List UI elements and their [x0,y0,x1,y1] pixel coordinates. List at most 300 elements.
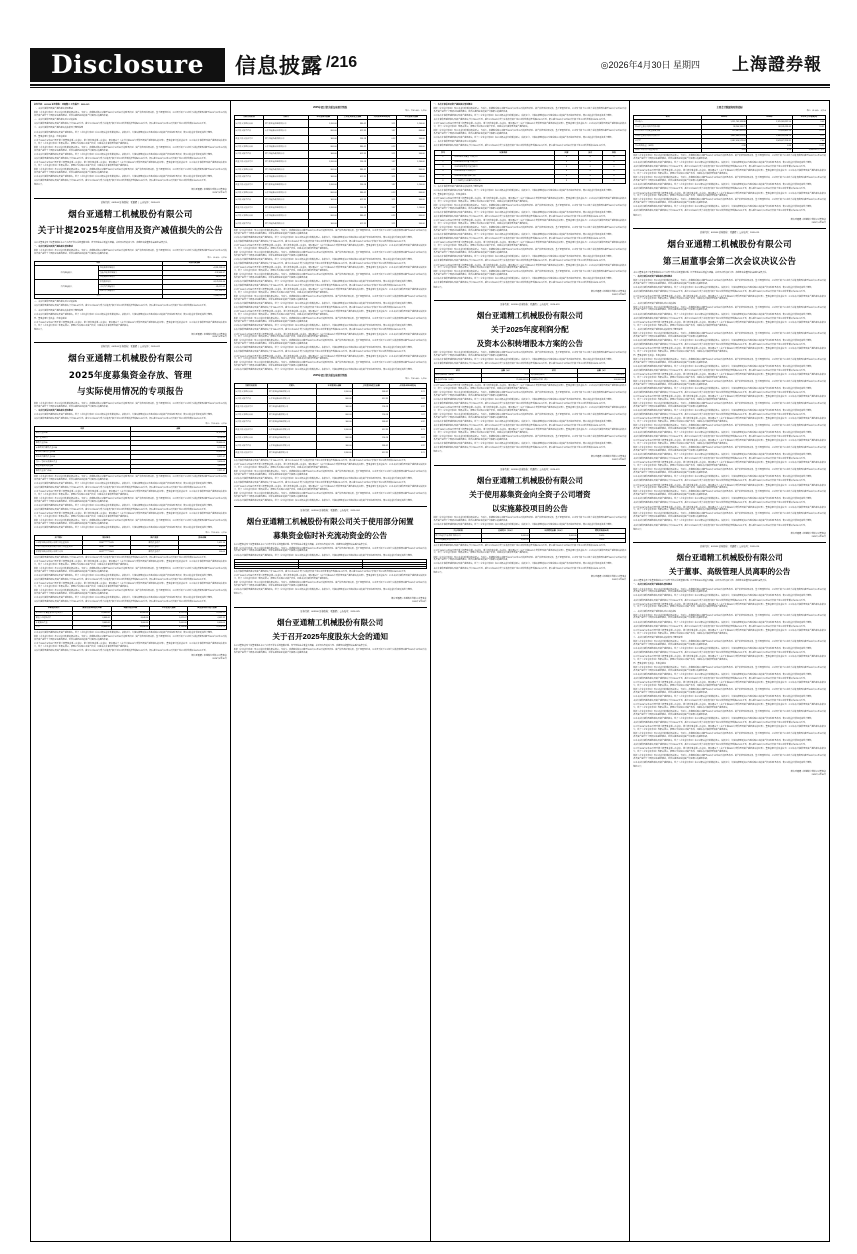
idle-p21: 根据《企业会计准则》及公司会计政策的相关规定，为真实、准确地反映公司截至2025年12月31日的财务状况、资产价值及经营成果，基于谨慎性原则，公司及下属子公司对合并报表范围内截至2025年12月31日的各类资产进行了全面清查和减值测试，对存在减值迹象的资产计提相应的减值准备。 [633,711,826,716]
rt2-r0c4: 3.21 [389,388,426,396]
divider-col2 [234,506,427,507]
exec-r2c1 [298,566,362,568]
para-2: 根据《企业会计准则》及公司会计政策的相关规定，为真实、准确地反映公司截至2025年12月31日的财务状况、资产价值及经营成果，基于谨慎性原则，公司及下属子公司对合并报表范围内截至2025年12月31日的各类资产进行了全面清查和减值测试，对存在减值迹象的资产计提相应的减值准备。 [34,112,227,118]
table-row [35,625,227,630]
table-row [234,419,426,427]
code-line-impairment: 证券代码：603160 证券简称：亚通精工 公告编号：2026-021 [100,201,161,204]
proj-r2c4: 6,000.00 [188,620,226,625]
impairment-r6c0: 合计 [35,294,163,299]
mf-th-0: 项目 [634,115,702,120]
subinv-p3: 本次计提信用减值损失及资产减值损失合计799.07万元，减少公司2025年度合并报表归属于母公司所有者的净利润679.21万元，相应减少2025年12月31日归属于母公司所有者权益679.21万元。 [433,545,608,548]
rt2-r5c4: 3.21 [389,427,426,435]
idle-p27: 本次计提信用减值损失及资产减值损失合计799.07万元，减少公司2025年度合并报表归属于母公司所有者的净利润679.21万元，相应减少2025年12月31日归属于母公司所有者权益679.21万元。 [633,744,807,747]
table-row [434,378,626,383]
rt-th-1: 关联人 [264,115,309,120]
pd-r1c1: 25,000,000.00 [482,378,530,383]
subinv-p1: 根据《企业会计准则》及公司会计政策的相关规定，为真实、准确地反映公司截至2025年12月31日的财务状况、资产价值及经营成果，基于谨慎性原则，公司及下属子公司对合并报表范围内截至2025年12月31日的各类资产进行了全面清查和减值测试，对存在减值迹象的资产计提相应的减值准备。 [433,516,627,522]
mf-r1c1: 98,240,316.72 [702,125,747,130]
masthead-rule [30,84,830,86]
impairment-th-1: 本期计提金额 [162,261,226,266]
exec-p1: 根据《企业会计准则》及公司会计政策的相关规定，为真实、准确地反映公司截至2025年12月31日的财务状况、资产价值及经营成果，基于谨慎性原则，公司及下属子公司对合并报表范围内截至2025年12月31日的各类资产进行了全面清查和减值测试，对存在减值迹象的资产计提相应的减值准备。 [233,547,427,553]
exec-p3: 本次计提信用减值损失及资产减值损失合计799.07万元，减少公司2025年度合并报表归属于母公司所有者的净利润679.21万元，相应减少2025年12月31日归属于母公司所有者权益679.21万元。 [233,571,408,574]
board-p10: 公司本次计提信用减值损失及资产减值损失，符合《企业会计准则》和公司相关会计政策的规定，依据充分，计提后能够更加公允地反映公司的资产状况和财务状况，使公司的会计信息更具有合理性。 [633,339,814,342]
rt2-r8c4: 3.21 [389,450,426,458]
rt2-r1c3: 612.35 [353,396,390,404]
rt-r2c3: 256.18 [338,135,367,143]
board-p24: 公司于2026年4月28日召开第三届董事会第二次会议、第三届监事会第二次会议，审议通过了《关于计提2025年度信用及资产减值损失的议案》。董事会审计委员会认为：公司本次计提信用及资产减值损失依据充分，符合《企业会计准则》等相关规定，能够公允反映公司资产状况，同意本次计提信用及资产减值损失。 [633,418,826,424]
table-row [234,120,426,128]
c2-p7: 本次计提信用减值损失及资产减值损失合计799.07万元，减少公司2025年度合并报表归属于母公司所有者的净利润679.21万元，相应减少2025年12月31日归属于母公司所有者权益679.21万元。 [233,263,408,266]
pd-r1c2: 分配股本基数（股） [530,378,578,383]
funds-th-1: 金额 [130,427,226,432]
rt-r3c2: 800.00 [308,143,337,151]
rt-th-5: 本年度预计金额 [397,115,426,120]
profit-distribution-table [434,368,627,383]
rt2-r0c2: 1,200.00 [316,388,353,396]
rt2-r3c1: 烟台亚通物流有限公司 [268,411,317,419]
c3-p3: 本次计提信用减值损失及资产减值损失合计799.07万元，减少公司2025年度合并报表归属于母公司所有者的净利润679.21万元，相应减少2025年12月31日归属于母公司所有者权益679.21万元。 [433,119,608,122]
related-transactions-title: 2025年度日常关联交易预计情况 [313,105,348,109]
related-transactions-unit: 单位：万元 币种：人民币 [405,110,427,113]
rt-r13c2: 300.00 [308,220,337,228]
c3-sign-company: 烟台亚通精工机械股份有限公司董事会 [590,291,627,294]
impairment-h1: 一、本次计提信用及资产减值损失情况概述 [34,245,73,248]
rt-r1c2: 800.00 [308,128,337,136]
rt-r10c5: 300.00 [397,197,426,205]
rt-r12c4: 0.92 [367,212,396,220]
c4-p8: 公司于2026年4月28日召开第三届董事会第二次会议、第三届监事会第二次会议，审议通过了《关于计提2025年度信用及资产减值损失的议案》。董事会审计委员会认为：公司本次计提信用及资产减值损失依据充分，符合《企业会计准则》等相关规定，能够公允反映公司资产状况，同意本次计提信用及资产减值损失。 [633,192,826,198]
c2-p17: 根据《企业会计准则》及公司会计政策的相关规定，为真实、准确地反映公司截至2025年12月31日的财务状况、资产价值及经营成果，基于谨慎性原则，公司及下属子公司对合并报表范围内截至2025年12月31日的各类资产进行了全面清查和减值测试，对存在减值迹象的资产计提相应的减值准备。 [233,318,427,324]
c4-p7: 本次计提信用减值损失及资产减值损失合计799.07万元，减少公司2025年度合并报表归属于母公司所有者的净利润679.21万元，相应减少2025年12月31日归属于母公司所有者权益679.21万元。 [633,188,807,191]
rt-th-0: 关联交易类别 [234,115,263,120]
si-th-1: 注册资本（万元） [482,529,530,534]
rt-r7c3: 612.35 [338,174,367,182]
sign-company-1: 烟台亚通精工机械股份有限公司董事会 [191,188,227,191]
exec-body-2 [234,571,427,596]
c2-p30: 公司本次计提信用减值损失及资产减值损失，符合《企业会计准则》和公司相关会计政策的规定，依据充分，计提后能够更加公允地反映公司的资产状况和财务状况，使公司的会计信息更具有合理性。 [233,477,414,480]
rt-r0c4: 3.21 [367,120,396,128]
rt2-r0c1: 烟台市亚通机械有限公司 [268,388,317,396]
vote-r2c0: 3 [434,165,452,170]
c2-p3: 本次计提信用减值损失及资产减值损失合计799.07万元，减少公司2025年度合并报表归属于母公司所有者的净利润679.21万元，相应减少2025年12月31日归属于母公司所有者权益679.21万元。 [233,241,408,244]
c3-h1: 一、本次计提信用及资产减值损失情况概述 [433,104,473,106]
acct-r0c2: 募集资金专户 [130,540,178,545]
mf-r4c0: 总资产 [634,139,702,144]
c2-p23: 本次计提信用减值损失及资产减值损失合计799.07万元，减少公司2025年度合并报表归属于母公司所有者的净利润679.21万元，相应减少2025年12月31日归属于母公司所有者权益679.21万元。 [233,351,408,354]
column-3 [431,101,631,1241]
c3-p12: 本次计提信用减值损失及资产减值损失合计799.07万元，减少公司2025年度合并报表归属于母公司所有者的净利润679.21万元，相应减少2025年12月31日归属于母公司所有者权益679.21万元。 [433,216,608,219]
vote-th-0: 序号 [434,151,452,156]
rt-r11c4: 1.87 [367,205,396,213]
c4-sign-date-1: 2026年4月30日 [811,222,826,225]
funds-r5c1: 8,327.47 [130,455,226,460]
funds-p21: 公司本次计提信用减值损失及资产减值损失，符合《企业会计准则》和公司相关会计政策的规定，依据充分，计提后能够更加公允地反映公司的资产状况和财务状况，使公司的会计信息更具有合理性。 [34,596,215,599]
c4-p3: 本次计提信用减值损失及资产减值损失合计799.07万元，减少公司2025年度合并报表归属于母公司所有者的净利润679.21万元，相应减少2025年12月31日归属于母公司所有者权益679.21万元。 [633,166,807,169]
table-row [35,294,227,299]
masthead [30,48,830,88]
idle-p15: 本次计提信用减值损失及资产减值损失合计799.07万元，减少公司2025年度合并报表归属于母公司所有者的净利润679.21万元，相应减少2025年12月31日归属于母公司所有者权益679.21万元。 [633,678,807,681]
exec-r2c2 [362,566,426,568]
funds-summary-table [34,423,227,474]
acct-r1c2: 募集资金专户 [130,545,178,550]
headline-idle-1: 烟台亚通精工机械股份有限公司 [676,553,783,563]
headline-impairment-2: 关于计提2025年度信用及资产减值损失的公告 [37,226,223,237]
rt-r0c5: 1,200.00 [397,120,426,128]
proj-r1c2: 6,646.00 [111,616,149,621]
idle-body [633,580,826,769]
code-line-funds: 证券代码：603160 证券简称：亚通精工 公告编号：2026-022 [100,346,161,349]
rt-r4c1: 烟台亚通物流有限公司 [264,151,309,159]
impairment-notice-text: 本公司董事会及全体董事保证本公告内容不存在任何虚假记载、误导性陈述或者重大遗漏，并对其内容的真实性、准确性和完整性依法承担法律责任。 [34,241,170,244]
rt-r4c4: 3.21 [367,151,396,159]
c3-p13: 公司于2026年4月28日召开第三届董事会第二次会议、第三届监事会第二次会议，审议通过了《关于计提2025年度信用及资产减值损失的议案》。董事会审计委员会认为：公司本次计提信用及资产减值损失依据充分，符合《企业会计准则》等相关规定，能够公允反映公司资产状况，同意本次计提信用及资产减值损失。 [433,220,627,226]
rt2-r7c1: 山东亚通新材料有限公司 [268,442,317,450]
mf-r5c1: 0.98 [702,143,747,148]
proj-r2c0: 补充流动资金 [35,620,73,625]
rt2-th-1: 关联人 [268,383,317,388]
related-transactions-table-2 [234,383,427,458]
c3-p6: 公司本次计提信用减值损失及资产减值损失，符合《企业会计准则》和公司相关会计政策的规定，依据充分，计提后能够更加公允地反映公司的资产状况和财务状况，使公司的会计信息更具有合理性。 [433,137,614,140]
c2-p12: 公司于2026年4月28日召开第三届董事会第二次会议、第三届监事会第二次会议，审议通过了《关于计提2025年度信用及资产减值损失的议案》。董事会审计委员会认为：公司本次计提信用及资产减值损失依据充分，符合《企业会计准则》等相关规定，能够公允反映公司资产状况，同意本次计提信用及资产减值损失。 [233,289,427,295]
para-3: 二、本次计提信用及资产减值损失对公司的影响 [34,119,77,122]
rt-r2c0: 接受关联人提供劳务 [234,135,263,143]
impairment-r2c2: -86,517.33 [162,275,226,280]
para-4: 本次计提信用减值损失及资产减值损失合计799.07万元，减少公司2025年度合并报表归属于母公司所有者的净利润679.21万元，相应减少2025年12月31日归属于母公司所有者权益679.21万元。 [34,123,208,126]
c2-p26: 公司本次计提信用减值损失及资产减值损失，符合《企业会计准则》和公司相关会计政策的规定，依据充分，计提后能够更加公允地反映公司的资产状况和财务状况，使公司的会计信息更具有合理性。 [233,369,414,372]
exec-sign [234,598,427,604]
rt-r13c4: 3.21 [367,220,396,228]
funds-p23: 公司本次计提信用减值损失及资产减值损失，符合《企业会计准则》和公司相关会计政策的规定，依据充分，计提后能够更加公允地反映公司的资产状况和财务状况，使公司的会计信息更具有合理性。 [34,632,215,635]
c2-p11: 本次计提信用减值损失及资产减值损失合计799.07万元，减少公司2025年度合并报表归属于母公司所有者的净利润679.21万元，相应减少2025年12月31日归属于母公司所有者权益679.21万元。 [233,285,408,288]
board-p37: 根据《企业会计准则》及公司会计政策的相关规定，为真实、准确地反映公司截至2025年12月31日的财务状况、资产价值及经营成果，基于谨慎性原则，公司及下属子公司对合并报表范围内截至2025年12月31日的各类资产进行了全面清查和减值测试，对存在减值迹象的资产计提相应的减值准备。 [633,491,826,497]
main-financial-unit: 单位：元 币种：人民币 [806,110,826,113]
rt-r6c0: 向关联人采购原材料 [234,166,263,174]
table-row [234,205,426,213]
rt2-r1c4: 1.87 [389,396,426,404]
rt-r7c1: 山东亚通新材料有限公司 [264,174,309,182]
para-9: 根据《企业会计准则》及公司会计政策的相关规定，为真实、准确地反映公司截至2025年12月31日的财务状况、资产价值及经营成果，基于谨慎性原则，公司及下属子公司对合并报表范围内截至2025年12月31日的各类资产进行了全面清查和减值测试，对存在减值迹象的资产计提相应的减值准备。 [34,146,227,152]
profit-body [434,352,627,366]
funds-p9: 公司本次计提信用减值损失及资产减值损失，符合《企业会计准则》和公司相关会计政策的规定，依据充分，计提后能够更加公允地反映公司的资产状况和财务状况，使公司的会计信息更具有合理性。 [34,505,215,508]
rt-r1c4: 1.87 [367,128,396,136]
mf-r3c3: 6.17 [792,134,825,139]
pd-r0c0: 每股分配比例（元/股） [434,373,482,378]
board-p42: 公司本次计提信用减值损失及资产减值损失，符合《企业会计准则》和公司相关会计政策的规定，依据充分，计提后能够更加公允地反映公司的资产状况和财务状况，使公司的会计信息更具有合理性。 [633,520,814,523]
rt-r3c3: 986.42 [338,143,367,151]
c3-p22: 根据《企业会计准则》及公司会计政策的相关规定，为真实、准确地反映公司截至2025年12月31日的财务状况、资产价值及经营成果，基于谨慎性原则，公司及下属子公司对合并报表范围内截至2025年12月31日的各类资产进行了全面清查和减值测试，对存在减值迹象的资产计提相应的减值准备。 [433,271,627,277]
rt-r5c5: 1,200.00 [397,158,426,166]
rt-r10c3: 612.35 [338,197,367,205]
rt-r3c1: 山东亚通新材料有限公司 [264,143,309,151]
profit-sign [434,456,627,462]
board-p31: 本次计提信用减值损失及资产减值损失合计799.07万元，减少公司2025年度合并报表归属于母公司所有者的净利润679.21万元，相应减少2025年12月31日归属于母公司所有者权益679.21万元。 [633,458,807,461]
table-row [234,181,426,189]
funds-r8c1: 2,327.47 [130,469,226,474]
proj-r3c0: 合计 [35,625,73,630]
table-row [234,411,426,419]
rt-r8c0: 接受关联人提供劳务 [234,181,263,189]
headline-impairment-1: 烟台亚通精工机械股份有限公司 [68,209,193,220]
col3-body-2 [434,186,627,289]
vote-r4c1: 《2025年度利润分配方案》 [452,174,555,179]
rt-r11c3: 256.18 [338,205,367,213]
table-row [234,427,426,435]
proj-r3c1: 33,646.00 [73,625,111,630]
idle-p18: 公司本次计提信用减值损失及资产减值损失，符合《企业会计准则》和公司相关会计政策的规定，依据充分，计提后能够更加公允地反映公司的资产状况和财务状况，使公司的会计信息更具有合理性。 [633,696,814,699]
mf-th-2: 2024年 [747,115,792,120]
pd-th-0: 项目 [434,368,482,373]
mf-r4c3: 7.40 [792,139,825,144]
profit-sign-company: 烟台亚通精工机械股份有限公司董事会 [590,455,627,458]
impairment-notice [34,242,227,256]
page-sheet [12,10,845,1244]
exec-end: 特此公告。 [233,593,244,596]
table-row [234,403,426,411]
board-p5: 根据《企业会计准则》及公司会计政策的相关规定，为真实、准确地反映公司截至2025年12月31日的财务状况、资产价值及经营成果，基于谨慎性原则，公司及下属子公司对合并报表范围内截至2025年12月31日的各类资产进行了全面清查和减值测试，对存在减值迹象的资产计提相应的减值准备。 [633,306,826,312]
c2-p8: 公司于2026年4月28日召开第三届董事会第二次会议、第三届监事会第二次会议，审议通过了《关于计提2025年度信用及资产减值损失的议案》。董事会审计委员会认为：公司本次计提信用及资产减值损失依据充分，符合《企业会计准则》等相关规定，能够公允反映公司资产状况，同意本次计提信用及资产减值损失。 [233,267,427,273]
idle-p29: 根据《企业会计准则》及公司会计政策的相关规定，为真实、准确地反映公司截至2025年12月31日的财务状况、资产价值及经营成果，基于谨慎性原则，公司及下属子公司对合并报表范围内截至2025年12月31日的各类资产进行了全面清查和减值测试，对存在减值迹象的资产计提相应的减值准备。 [633,755,826,761]
para-8: 公司于2026年4月28日召开第三届董事会第二次会议、第三届监事会第二次会议，审议通过了《关于计提2025年度信用及资产减值损失的议案》。董事会审计委员会认为：公司本次计提信用及资产减值损失依据充分，符合《企业会计准则》等相关规定，能够公允反映公司资产状况，同意本次计提信用及资产减值损失。 [34,139,227,145]
idle-p30: 公司本次计提信用减值损失及资产减值损失，符合《企业会计准则》和公司相关会计政策的规定，依据充分，计提后能够更加公允地反映公司的资产状况和财务状况，使公司的会计信息更具有合理性。 [633,762,814,765]
para-1: 一、本次计提信用及资产减值损失情况概述 [34,108,73,111]
idle-p11: 本次计提信用减值损失及资产减值损失合计799.07万元，减少公司2025年度合并报表归属于母公司所有者的净利润679.21万元，相应减少2025年12月31日归属于母公司所有者权益679.21万元。 [633,651,807,654]
board-p3: 本次计提信用减值损失及资产减值损失合计799.07万元，减少公司2025年度合并报表归属于母公司所有者的净利润679.21万元，相应减少2025年12月31日归属于母公司所有者权益679.21万元。 [633,291,807,294]
table-row [234,151,426,159]
c4-p9: 根据《企业会计准则》及公司会计政策的相关规定，为真实、准确地反映公司截至2025年12月31日的财务状况、资产价值及经营成果，基于谨慎性原则，公司及下属子公司对合并报表范围内截至2025年12月31日的各类资产进行了全面清查和减值测试，对存在减值迹象的资产计提相应的减值准备。 [633,199,826,205]
mf-r4c2: 1,943,672,218.91 [747,139,792,144]
funds-p3: 本次计提信用减值损失及资产减值损失合计799.07万元，减少公司2025年度合并报表归属于母公司所有者的净利润679.21万元，相应减少2025年12月31日归属于母公司所有者权益679.21万元。 [34,418,208,421]
vote-r4c0: 5 [434,174,452,179]
board-p29: 根据《企业会计准则》及公司会计政策的相关规定，为真实、准确地反映公司截至2025年12月31日的财务状况、资产价值及经营成果，基于谨慎性原则，公司及下属子公司对合并报表范围内截至2025年12月31日的各类资产进行了全面清查和减值测试，对存在减值迹象的资产计提相应的减值准备。 [633,447,826,453]
funds-p1: 根据《企业会计准则》及公司会计政策的相关规定，为真实、准确地反映公司截至2025年12月31日的财务状况、资产价值及经营成果，基于谨慎性原则，公司及下属子公司对合并报表范围内截至2025年12月31日的各类资产进行了全面清查和减值测试，对存在减值迹象的资产计提相应的减值准备。 [34,402,227,408]
impairment-r1c1: 其他应收款坏账损失 [98,271,162,276]
board-p18: 公司本次计提信用减值损失及资产减值损失，符合《企业会计准则》和公司相关会计政策的规定，依据充分，计提后能够更加公允地反映公司的资产状况和财务状况，使公司的会计信息更具有合理性。 [633,388,814,390]
funds-r8c0: 募集资金专户余额 [35,469,131,474]
acct-r1c3: 806.11 [178,545,226,550]
rt-th-2: 本年度预计金额 [308,115,337,120]
rt-r7c4: 3.21 [367,174,396,182]
acct-th-3: 期末余额 [178,536,226,541]
funds-p26: 本次计提信用减值损失及资产减值损失合计799.07万元，减少公司2025年度合并报表归属于母公司所有者的净利润679.21万元，相应减少2025年12月31日归属于母公司所有者权益679.21万元。 [34,650,208,653]
table-row [634,148,826,153]
c2-p14: 公司本次计提信用减值损失及资产减值损失，符合《企业会计准则》和公司相关会计政策的规定，依据充分，计提后能够更加公允地反映公司的资产状况和财务状况，使公司的会计信息更具有合理性。 [233,303,414,306]
rt-r11c2: 1,200.00 [308,205,337,213]
board-p7: 本次计提信用减值损失及资产减值损失合计799.07万元，减少公司2025年度合并报表归属于母公司所有者的净利润679.21万元，相应减少2025年12月31日归属于母公司所有者权益679.21万元。 [633,317,807,320]
funds-p14: 本次计提信用减值损失及资产减值损失合计799.07万元，减少公司2025年度合并报表归属于母公司所有者的净利润679.21万元，相应减少2025年12月31日归属于母公司所有者权益679.21万元。 [34,556,208,559]
acct-th-1: 银行账号 [82,536,130,541]
rt-r8c2: 1,200.00 [308,181,337,189]
column-2 [231,101,431,1241]
divider-col3 [434,300,627,301]
headline-board-2: 第三届董事会第二次会议决议公告 [662,256,797,267]
si-r0c1: 5,000.00 [482,534,530,539]
rt-r12c2: 800.00 [308,212,337,220]
idle-p8: 公司于2026年4月28日召开第三届董事会第二次会议、第三届监事会第二次会议，审议通过了《关于计提2025年度信用及资产减值损失的议案》。董事会审计委员会认为：公司本次计提信用及资产减值损失依据充分，符合《企业会计准则》等相关规定，能够公允反映公司资产状况，同意本次计提信用及资产减值损失。 [633,629,826,635]
funds-r3c0: 本年度使用募集资金总额 [35,445,131,450]
table-row [234,128,426,136]
board-p41: 根据《企业会计准则》及公司会计政策的相关规定，为真实、准确地反映公司截至2025年12月31日的财务状况、资产价值及经营成果，基于谨慎性原则，公司及下属子公司对合并报表范围内截至2025年12月31日的各类资产进行了全面清查和减值测试，对存在减值迹象的资产计提相应的减值准备。 [633,513,826,519]
subinv-p2: 公司本次计提信用减值损失及资产减值损失，符合《企业会计准则》和公司相关会计政策的规定，依据充分，计提后能够更加公允地反映公司的资产状况和财务状况，使公司的会计信息更具有合理性。 [433,523,614,526]
rt2-r8c3: 612.35 [353,450,390,458]
c2-p20: 公司于2026年4月28日召开第三届董事会第二次会议、第三届监事会第二次会议，审议通过了《关于计提2025年度信用及资产减值损失的议案》。董事会审计委员会认为：公司本次计提信用及资产减值损失依据充分，符合《企业会计准则》等相关规定，能够公允反映公司资产状况，同意本次计提信用及资产减值损失。 [233,333,427,339]
funds-p7: 公司于2026年4月28日召开第三届董事会第二次会议、第三届监事会第二次会议，审议通过了《关于计提2025年度信用及资产减值损失的议案》。董事会审计委员会认为：公司本次计提信用及资产减值损失依据充分，符合《企业会计准则》等相关规定，能够公允反映公司资产状况，同意本次计提信用及资产减值损失。 [34,491,227,496]
rt2-r4c2: 300.00 [316,419,353,427]
proj-r0c2: 18,000.00 [111,611,149,616]
board-h4: 四、董事会审计委员会、监事会意见 [633,354,666,357]
rt2-r6c4: 1.87 [389,434,426,442]
funds-r1c1: 3,728.64 [130,436,226,441]
profit-p8: 公司于2026年4月28日召开第三届董事会第二次会议、第三届监事会第二次会议，审议通过了《关于计提2025年度信用及资产减值损失的议案》。董事会审计委员会认为：公司本次计提信用及资产减值损失依据充分，符合《企业会计准则》等相关规定，能够公允反映公司资产状况，同意本次计提信用及资产减值损失。 [433,407,627,412]
rt-r6c3: 986.42 [338,166,367,174]
col2-table2-unit: 单位：万元 币种：人民币 [405,378,427,381]
idle-sign-date: 2026年4月30日 [811,774,826,777]
profit-end: 特此公告。 [433,451,444,454]
rt-r13c0: 向关联人销售产品 [234,220,263,228]
table-row [234,189,426,197]
table-row [234,566,426,568]
rt-r13c3: 612.35 [338,220,367,228]
rt-r5c2: 1,200.00 [308,158,337,166]
funds-p22: 本次计提信用减值损失及资产减值损失合计799.07万元，减少公司2025年度合并报表归属于母公司所有者的净利润679.21万元，相应减少2025年12月31日归属于母公司所有者权益679.21万元。 [34,601,208,604]
rt2-r5c0: 接受关联人提供劳务 [234,427,267,435]
c2-p9: 根据《企业会计准则》及公司会计政策的相关规定，为真实、准确地反映公司截至2025年12月31日的财务状况、资产价值及经营成果，基于谨慎性原则，公司及下属子公司对合并报表范围内截至2025年12月31日的各类资产进行了全面清查和减值测试，对存在减值迹象的资产计提相应的减值准备。 [233,274,427,279]
vote-r0c3: 0 [578,155,602,160]
headline-funds-2: 2025年度募集资金存放、管理 [68,370,192,381]
para-15: 本次计提信用减值损失及资产减值损失合计799.07万元，减少公司2025年度合并报表归属于母公司所有者的净利润679.21万元，相应减少2025年12月31日归属于母公司所有者权益679.21万元。 [34,179,208,182]
divider-col3-2 [434,465,627,466]
board-p35: 本次计提信用减值损失及资产减值损失合计799.07万元，减少公司2025年度合并报表归属于母公司所有者的净利润679.21万元，相应减少2025年12月31日归属于母公司所有者权益679.21万元。 [633,480,807,483]
c3-p9: 公司于2026年4月28日召开第三届董事会第二次会议、第三届监事会第二次会议，审议通过了《关于计提2025年度信用及资产减值损失的议案》。董事会审计委员会认为：公司本次计提信用及资产减值损失依据充分，符合《企业会计准则》等相关规定，能够公允反映公司资产状况，同意本次计提信用及资产减值损失。 [433,198,627,204]
si-th-2: 本次增资金额（万元） [530,529,578,534]
table-row [234,220,426,228]
code-line-agm: 证券代码：603160 证券简称：亚通精工 公告编号：2026-025 [300,610,360,613]
exec-r2c0 [234,566,298,568]
headline-funds-3: 与实际使用情况的专项报告 [77,387,184,398]
rt-r10c2: 300.00 [308,197,337,205]
rt-r13c1: 烟台亚通物流有限公司 [264,220,309,228]
rt2-r8c1: 烟台亚通物流有限公司 [268,450,317,458]
funds-p4: 根据《企业会计准则》及公司会计政策的相关规定，为真实、准确地反映公司截至2025年12月31日的财务状况、资产价值及经营成果，基于谨慎性原则，公司及下属子公司对合并报表范围内截至2025年12月31日的各类资产进行了全面清查和减值测试，对存在减值迹象的资产计提相应的减值准备。 [34,476,227,481]
funds-p16: 根据《企业会计准则》及公司会计政策的相关规定，为真实、准确地反映公司截至2025年12月31日的财务状况、资产价值及经营成果，基于谨慎性原则，公司及下属子公司对合并报表范围内截至2025年12月31日的各类资产进行了全面清查和减值测试，对存在减值迹象的资产计提相应的减值准备。 [34,568,227,573]
funds-p24: 根据《企业会计准则》及公司会计政策的相关规定，为真实、准确地反映公司截至2025年12月31日的财务状况、资产价值及经营成果，基于谨慎性原则，公司及下属子公司对合并报表范围内截至2025年12月31日的各类资产进行了全面清查和减值测试，对存在减值迹象的资产计提相应的减值准备。 [34,636,227,642]
funds-sign [34,655,227,661]
impairment-sign [34,334,227,340]
board-p15: 本次计提信用减值损失及资产减值损失合计799.07万元，减少公司2025年度合并报表归属于母公司所有者的净利润679.21万元，相应减少2025年12月31日归属于母公司所有者权益679.21万元。 [633,370,807,373]
board-p39: 本次计提信用减值损失及资产减值损失合计799.07万元，减少公司2025年度合并报表归属于母公司所有者的净利润679.21万元，相应减少2025年12月31日归属于母公司所有者权益679.21万元。 [633,502,807,505]
table-row [234,434,426,442]
pd-r0c1: 0.25 [482,373,530,378]
c4-p1: 根据《企业会计准则》及公司会计政策的相关规定，为真实、准确地反映公司截至2025年12月31日的财务状况、资产价值及经营成果，基于谨慎性原则，公司及下属子公司对合并报表范围内截至2025年12月31日的各类资产进行了全面清查和减值测试，对存在减值迹象的资产计提相应的减值准备。 [633,155,826,161]
board-p9: 根据《企业会计准则》及公司会计政策的相关规定，为真实、准确地反映公司截至2025年12月31日的财务状况、资产价值及经营成果，基于谨慎性原则，公司及下属子公司对合并报表范围内截至2025年12月31日的各类资产进行了全面清查和减值测试，对存在减值迹象的资产计提相应的减值准备。 [633,332,826,338]
idle-p13: 根据《企业会计准则》及公司会计政策的相关规定，为真实、准确地反映公司截至2025年12月31日的财务状况、资产价值及经营成果，基于谨慎性原则，公司及下属子公司对合并报表范围内截至2025年12月31日的各类资产进行了全面清查和减值测试，对存在减值迹象的资产计提相应的减值准备。 [633,667,826,672]
rt-r8c1: 烟台市亚通机械有限公司 [264,181,309,189]
rt2-r5c2: 1,200.00 [316,427,353,435]
table-row [434,538,626,543]
board-p17: 根据《企业会计准则》及公司会计政策的相关规定，为真实、准确地反映公司截至2025年12月31日的财务状况、资产价值及经营成果，基于谨慎性原则，公司及下属子公司对合并报表范围内截至2025年12月31日的各类资产进行了全面清查和减值测试，对存在减值迹象的资产计提相应的减值准备。 [633,381,826,386]
headline-subinv-1: 烟台亚通精工机械股份有限公司 [476,475,584,485]
c3-p11: 公司本次计提信用减值损失及资产减值损失，符合《企业会计准则》和公司相关会计政策的规定，依据充分，计提后能够更加公允地反映公司的资产状况和财务状况，使公司的会计信息更具有合理性。 [433,212,614,215]
rt2-r3c2: 800.00 [316,411,353,419]
mf-r2c2: 97,624,831.26 [747,129,792,134]
c2-p19: 本次计提信用减值损失及资产减值损失合计799.07万元，减少公司2025年度合并报表归属于母公司所有者的净利润679.21万元，相应减少2025年12月31日归属于母公司所有者权益679.21万元。 [233,329,408,332]
c2-p31: 本次计提信用减值损失及资产减值损失合计799.07万元，减少公司2025年度合并报表归属于母公司所有者的净利润679.21万元，相应减少2025年12月31日归属于母公司所有者权益679.21万元。 [233,481,408,484]
rt2-r4c1: 烟台市亚通机械有限公司 [268,419,317,427]
rt2-r7c0: 向关联人销售产品 [234,442,267,450]
code-line-profit: 证券代码：603160 证券简称：亚通精工 公告编号：2026-019 [500,304,560,307]
column-1 [31,101,231,1241]
si-th-0: 子公司名称 [434,529,482,534]
agm-notice: 本公司董事会及全体董事保证本公告内容不存在任何虚假记载、误导性陈述或者重大遗漏，并对其内容的真实性、准确性和完整性依法承担法律责任。 [233,644,369,647]
rt-r4c3: 612.35 [338,151,367,159]
c3-p8: 公司本次计提信用减值损失及资产减值损失，符合《企业会计准则》和公司相关会计政策的规定，依据充分，计提后能够更加公允地反映公司的资产状况和财务状况，使公司的会计信息更具有合理性。 [433,190,614,193]
c2-p29: 根据《企业会计准则》及公司会计政策的相关规定，为真实、准确地反映公司截至2025年12月31日的财务状况、资产价值及经营成果，基于谨慎性原则，公司及下属子公司对合并报表范围内截至2025年12月31日的各类资产进行了全面清查和减值测试，对存在减值迹象的资产计提相应的减值准备。 [233,470,427,476]
rt-r10c4: 3.21 [367,197,396,205]
c3-h2: 二、本次计提信用及资产减值损失对公司的影响 [433,141,477,144]
rt-r7c0: 向关联人销售产品 [234,174,263,182]
subinv-sign [434,576,627,582]
rt2-r1c0: 向关联人销售产品 [234,396,267,404]
divider-1 [34,198,227,199]
idle-p22: 公司本次计提信用减值损失及资产减值损失，符合《企业会计准则》和公司相关会计政策的规定，依据充分，计提后能够更加公允地反映公司的资产状况和财务状况，使公司的会计信息更具有合理性。 [633,718,814,721]
board-notice: 本公司董事会及全体董事保证本公告内容不存在任何虚假记载、误导性陈述或者重大遗漏，并对其内容的真实性、准确性和完整性依法承担法律责任。 [633,272,769,275]
code-line-board: 证券代码：603160 证券简称：亚通精工 公告编号：2026-015 [699,232,760,235]
funds-p15: 公司于2026年4月28日召开第三届董事会第二次会议、第三届监事会第二次会议，审议通过了《关于计提2025年度信用及资产减值损失的议案》。董事会审计委员会认为：公司本次计提信用及资产减值损失依据充分，符合《企业会计准则》等相关规定，能够公允反映公司资产状况，同意本次计提信用及资产减值损失。 [34,561,227,566]
subinv-body [434,517,627,527]
idle-h2: 二、本次计提信用及资产减值损失对公司的影响 [633,610,677,613]
profit-p4: 公司于2026年4月28日召开第三届董事会第二次会议、第三届监事会第二次会议，审议通过了《关于计提2025年度信用及资产减值损失的议案》。董事会审计委员会认为：公司本次计提信用及资产减值损失依据充分，符合《企业会计准则》等相关规定，能够公允反映公司资产状况，同意本次计提信用及资产减值损失。 [433,385,627,390]
subinv-p5: 根据《企业会计准则》及公司会计政策的相关规定，为真实、准确地反映公司截至2025年12月31日的财务状况、资产价值及经营成果，基于谨慎性原则，公司及下属子公司对合并报表范围内截至2025年12月31日的各类资产进行了全面清查和减值测试，对存在减值迹象的资产计提相应的减值准备。 [433,556,627,562]
mf-r6c3: 增加0.59个百分点 [792,148,825,153]
acct-r2c3: 500.00 [178,550,226,555]
rt-r1c3: 612.35 [338,128,367,136]
c2-p6: 公司本次计提信用减值损失及资产减值损失，符合《企业会计准则》和公司相关会计政策的规定，依据充分，计提后能够更加公允地反映公司的资产状况和财务状况，使公司的会计信息更具有合理性。 [233,259,414,262]
mf-th-3: 本年比上年增减(%) [792,115,825,120]
table-row [234,212,426,220]
rt-r4c0: 向关联人销售产品 [234,151,263,159]
rt-r5c1: 烟台市亚通机械有限公司 [264,158,309,166]
rt-r3c0: 向关联人采购原材料 [234,143,263,151]
impairment-r0c1: 应收账款坏账损失 [98,266,162,271]
mf-r0c3: 9.43 [792,120,825,125]
rt2-r8c0: 接受关联人提供劳务 [234,450,267,458]
rt-r12c0: 向关联人采购原材料 [234,212,263,220]
c2-p16: 公司于2026年4月28日召开第三届董事会第二次会议、第三届监事会第二次会议，审议通过了《关于计提2025年度信用及资产减值损失的议案》。董事会审计委员会认为：公司本次计提信用及资产减值损失依据充分，符合《企业会计准则》等相关规定，能够公允反映公司资产状况，同意本次计提信用及资产减值损失。 [233,311,427,317]
funds-account-table [34,532,227,555]
masthead-brand-en: Disclosure [30,48,225,82]
board-p36: 公司于2026年4月28日召开第三届董事会第二次会议、第三届监事会第二次会议，审议通过了《关于计提2025年度信用及资产减值损失的议案》。董事会审计委员会认为：公司本次计提信用及资产减值损失依据充分，符合《企业会计准则》等相关规定，能够公允反映公司资产状况，同意本次计提信用及资产减值损失。 [633,484,826,490]
board-p8: 公司于2026年4月28日召开第三届董事会第二次会议、第三届监事会第二次会议，审议通过了《关于计提2025年度信用及资产减值损失的议案》。董事会审计委员会认为：公司本次计提信用及资产减值损失依据充分，符合《企业会计准则》等相关规定，能够公允反映公司资产状况，同意本次计提信用及资产减值损失。 [633,321,826,327]
board-p13: 根据《企业会计准则》及公司会计政策的相关规定，为真实、准确地反映公司截至2025年12月31日的财务状况、资产价值及经营成果，基于谨慎性原则，公司及下属子公司对合并报表范围内截至2025年12月31日的各类资产进行了全面清查和减值测试，对存在减值迹象的资产计提相应的减值准备。 [633,359,826,364]
rt-r8c4: 1.87 [367,181,396,189]
impairment-r5c1: 固定资产减值损失 [98,289,162,294]
headline-agm-1: 烟台亚通精工机械股份有限公司 [276,617,384,627]
mf-r5c3: 13.95 [792,143,825,148]
funds-p25: 公司于2026年4月28日召开第三届董事会第二次会议、第三届监事会第二次会议，审议通过了《关于计提2025年度信用及资产减值损失的议案》。董事会审计委员会认为：公司本次计提信用及资产减值损失依据充分，符合《企业会计准则》等相关规定，能够公允反映公司资产状况，同意本次计提信用及资产减值损失。 [34,643,227,649]
idle-p3: 本次计提信用减值损失及资产减值损失合计799.07万元，减少公司2025年度合并报表归属于母公司所有者的净利润679.21万元，相应减少2025年12月31日归属于母公司所有者权益679.21万元。 [633,599,807,602]
funds-p13: 公司本次计提信用减值损失及资产减值损失，符合《企业会计准则》和公司相关会计政策的规定，依据充分，计提后能够更加公允地反映公司的资产状况和财务状况，使公司的会计信息更具有合理性。 [34,527,215,530]
proj-r1c4: 4,085.32 [188,616,226,621]
funds-r7c0: 现金管理未到期金额 [35,464,131,469]
para-13: 根据《企业会计准则》及公司会计政策的相关规定，为真实、准确地反映公司截至2025年12月31日的财务状况、资产价值及经营成果，基于谨慎性原则，公司及下属子公司对合并报表范围内截至2025年12月31日的各类资产进行了全面清查和减值测试，对存在减值迹象的资产计提相应的减值准备。 [34,168,227,174]
funds-p5: 公司本次计提信用减值损失及资产减值损失，符合《企业会计准则》和公司相关会计政策的规定，依据充分，计提后能够更加公允地反映公司的资产状况和财务状况，使公司的会计信息更具有合理性。 [34,482,215,485]
masthead-page-number: /216 [326,54,358,71]
rt2-r7c3: 986.42 [353,442,390,450]
idle-p17: 根据《企业会计准则》及公司会计政策的相关规定，为真实、准确地反映公司截至2025年12月31日的财务状况、资产价值及经营成果，基于谨慎性原则，公司及下属子公司对合并报表范围内截至2025年12月31日的各类资产进行了全面清查和减值测试，对存在减值迹象的资产计提相应的减值准备。 [633,689,826,694]
proj-r0c4: 15,233.21 [188,611,226,616]
c4-sign-company-1: 烟台亚通精工机械股份有限公司董事会 [790,219,826,222]
table-row [234,442,426,450]
board-p34: 公司本次计提信用减值损失及资产减值损失，符合《企业会计准则》和公司相关会计政策的规定，依据充分，计提后能够更加公允地反映公司的资产状况和财务状况，使公司的会计信息更具有合理性。 [633,476,814,479]
